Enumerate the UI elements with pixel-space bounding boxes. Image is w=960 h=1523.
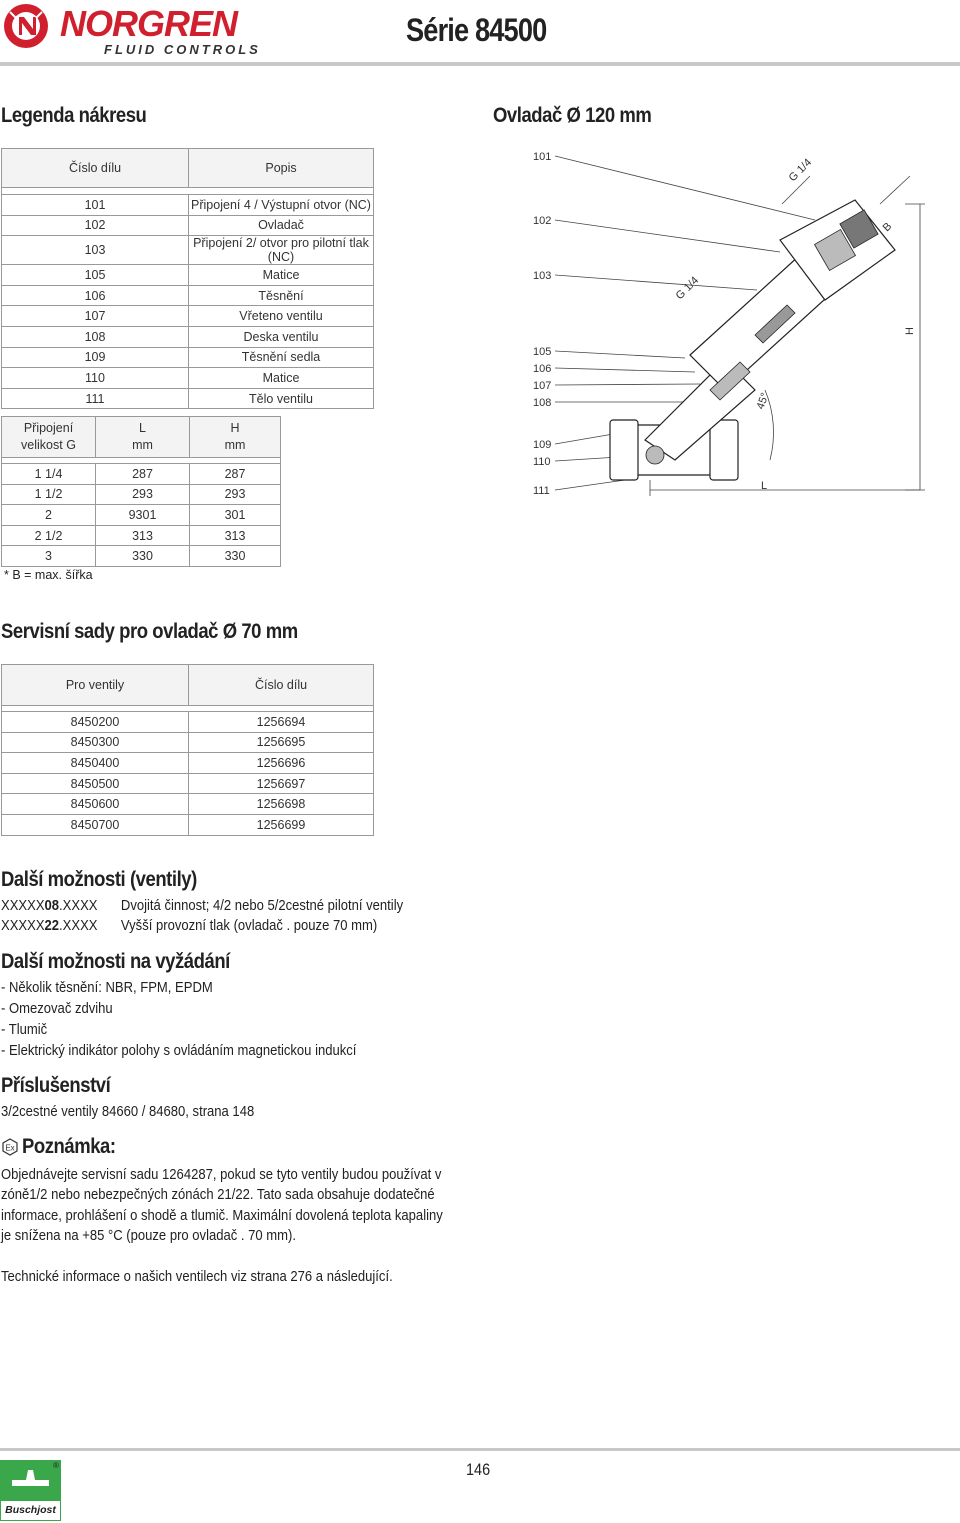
legend-row-desc: Deska ventilu [189, 326, 374, 347]
ex-hexagon-icon [1, 1138, 19, 1156]
dim-row-connection: 1 1/2 [2, 484, 96, 505]
service-row [2, 753, 374, 774]
service-row-valve: 8450200 [2, 712, 189, 733]
dim-row [2, 546, 281, 567]
service-row [2, 794, 374, 815]
dim-row-l: 330 [96, 546, 190, 567]
callout-102: 102 [533, 215, 552, 227]
option-code-pre: XXXXX [1, 898, 45, 914]
legend-row-desc: Připojení 4 / Výstupní otvor (NC) [189, 195, 374, 216]
legend-row-desc: Těsnění sedla [189, 347, 374, 368]
dim-row [2, 525, 281, 546]
legend-row-part: 102 [2, 215, 189, 236]
dim-col-l-line1: L [139, 421, 146, 435]
legend-row-desc: Připojení 2/ otvor pro pilotní tlak (NC) [189, 236, 374, 265]
legend-row-desc: Těsnění [189, 285, 374, 306]
dimensions-note: * B = max. šířka [4, 568, 93, 582]
on-request-item: - Omezovač zdvihu [1, 1001, 113, 1017]
service-row-part: 1256694 [189, 712, 374, 733]
page-number: 146 [466, 1460, 491, 1479]
service-title: Servisní sady pro ovladač Ø 70 mm [1, 620, 298, 643]
on-request-title: Další možnosti na vyžádání [1, 950, 230, 973]
dim-col-h [190, 417, 281, 458]
norgren-logo-icon [2, 2, 50, 50]
legend-row-part: 109 [2, 347, 189, 368]
legend-row-desc: Matice [189, 368, 374, 389]
brand-subtitle: FLUID CONTROLS [104, 42, 261, 57]
note-line: je snížena na +85 °C (pouze pro ovladač . 70 mm). [1, 1228, 297, 1244]
legend-row [2, 388, 374, 409]
buschjost-brand: Buschjost [0, 1500, 61, 1521]
dim-row-connection: 2 1/2 [2, 525, 96, 546]
legend-row-part: 101 [2, 195, 189, 216]
callout-101: 101 [533, 151, 552, 163]
dim-row [2, 464, 281, 485]
service-row-part: 1256698 [189, 794, 374, 815]
note-line: informace, prohlášení o shodě a tlumič. Maximální dovolená teplota kapaliny [1, 1208, 443, 1224]
dim-row-l: 313 [96, 525, 190, 546]
dim-row-connection: 3 [2, 546, 96, 567]
label-h: H [904, 327, 916, 335]
buschjost-reg: ® [53, 1461, 59, 1470]
label-g14-left: G 1/4 [673, 274, 702, 303]
dim-row-h: 293 [190, 484, 281, 505]
tech-info-text: Technické informace o našich ventilech viz strana 276 a následující. [1, 1269, 393, 1285]
legend-row-part: 110 [2, 368, 189, 389]
dim-row-l: 287 [96, 464, 190, 485]
legend-row-desc: Tělo ventilu [189, 388, 374, 409]
legend-row [2, 347, 374, 368]
dim-row-l: 9301 [96, 505, 190, 526]
note-title: Poznámka: [22, 1135, 116, 1158]
service-row-part: 1256699 [189, 814, 374, 835]
label-g14-top: G 1/4 [786, 156, 815, 185]
on-request-item: - Elektrický indikátor polohy s ovládáním magnetickou indukcí [1, 1043, 357, 1059]
legend-row [2, 285, 374, 306]
service-row-part: 1256697 [189, 773, 374, 794]
dim-row [2, 505, 281, 526]
callout-109: 109 [533, 439, 552, 451]
callout-105: 105 [533, 346, 552, 358]
service-row-part: 1256696 [189, 753, 374, 774]
note-line: zóně1/2 nebo nebezpečných zónách 21/22. Tato sada obsahuje dodatečné [1, 1187, 435, 1203]
service-row-valve: 8450500 [2, 773, 189, 794]
option-code-bold: 22 [44, 918, 60, 934]
legend-row-part: 107 [2, 306, 189, 327]
callout-107: 107 [533, 380, 552, 392]
service-row [2, 773, 374, 794]
legend-row [2, 326, 374, 347]
ex-symbol: Ex [5, 1143, 15, 1153]
dim-row-connection: 2 [2, 505, 96, 526]
legend-row-part: 103 [2, 236, 189, 265]
option-code-post: .XXXX [59, 918, 98, 934]
options-title: Další možnosti (ventily) [1, 868, 197, 891]
dimensions-table [1, 416, 281, 567]
callout-108: 108 [533, 397, 552, 409]
legend-row [2, 236, 374, 265]
callout-106: 106 [533, 363, 552, 375]
buschjost-logo [0, 1460, 61, 1521]
service-row [2, 712, 374, 733]
dim-row-h: 330 [190, 546, 281, 567]
legend-row-part: 108 [2, 326, 189, 347]
legend-row-part: 111 [2, 388, 189, 409]
legend-table [1, 148, 374, 409]
dim-row-h: 287 [190, 464, 281, 485]
valve-cross-section-drawing [525, 140, 955, 510]
footer-divider [0, 1448, 960, 1451]
dim-col-connection-line1: Připojení [23, 421, 74, 435]
legend-row [2, 368, 374, 389]
drawing-title: Ovladač Ø 120 mm [493, 104, 652, 127]
option-code-pre: XXXXX [1, 918, 45, 934]
label-angle: 45° [754, 391, 772, 412]
callout-110: 110 [533, 456, 551, 468]
service-row [2, 814, 374, 835]
dim-col-connection [2, 417, 96, 458]
accessories-title: Příslušenství [1, 1074, 111, 1097]
legend-row-desc: Ovladač [189, 215, 374, 236]
legend-row [2, 215, 374, 236]
legend-col-desc: Popis [189, 149, 374, 188]
legend-col-part: Číslo dílu [2, 149, 189, 188]
legend-row [2, 195, 374, 216]
callout-111: 111 [533, 485, 550, 497]
legend-row-part: 106 [2, 285, 189, 306]
note-line: Objednávejte servisní sadu 1264287, pokud se tyto ventily budou používat v [1, 1167, 442, 1183]
option-desc: Dvojitá činnost; 4/2 nebo 5/2cestné pilotní ventily [120, 898, 404, 914]
option-item-08 [1, 898, 403, 914]
dim-row-h: 313 [190, 525, 281, 546]
buschjost-mark-icon [0, 1460, 61, 1500]
dim-row-h: 301 [190, 505, 281, 526]
option-code-post: .XXXX [59, 898, 98, 914]
legend-row-desc: Vřeteno ventilu [189, 306, 374, 327]
on-request-item: - Tlumič [1, 1022, 48, 1038]
service-col-part: Číslo dílu [189, 665, 374, 706]
dim-col-l [96, 417, 190, 458]
service-row-valve: 8450600 [2, 794, 189, 815]
dim-col-connection-line2: velikost G [21, 438, 76, 452]
dim-row-l: 293 [96, 484, 190, 505]
label-b: B [880, 220, 895, 235]
option-desc: Vyšší provozní tlak (ovladač . pouze 70 mm) [120, 918, 378, 934]
on-request-item: - Několik těsnění: NBR, FPM, EPDM [1, 980, 213, 996]
dim-col-h-line1: H [230, 421, 240, 435]
header-divider [0, 62, 960, 66]
service-row-part: 1256695 [189, 732, 374, 753]
service-row-valve: 8450300 [2, 732, 189, 753]
service-col-valves: Pro ventily [2, 665, 189, 706]
dim-col-h-line2: mm [224, 438, 246, 452]
legend-title: Legenda nákresu [1, 104, 147, 127]
dim-col-l-line2: mm [132, 438, 153, 452]
dim-row [2, 484, 281, 505]
brand-name: NORGREN [60, 3, 238, 44]
service-row [2, 732, 374, 753]
option-item-22 [1, 918, 377, 934]
service-row-valve: 8450400 [2, 753, 189, 774]
legend-row [2, 265, 374, 286]
label-l: L [761, 480, 768, 492]
callout-103: 103 [533, 270, 552, 282]
legend-row-desc: Matice [189, 265, 374, 286]
service-row-valve: 8450700 [2, 814, 189, 835]
legend-row [2, 306, 374, 327]
series-title: Série 84500 [406, 12, 547, 48]
accessories-text: 3/2cestné ventily 84660 / 84680, strana 148 [1, 1104, 255, 1120]
service-table [1, 664, 374, 836]
option-code-bold: 08 [44, 898, 60, 914]
dim-row-connection: 1 1/4 [2, 464, 96, 485]
legend-row-part: 105 [2, 265, 189, 286]
